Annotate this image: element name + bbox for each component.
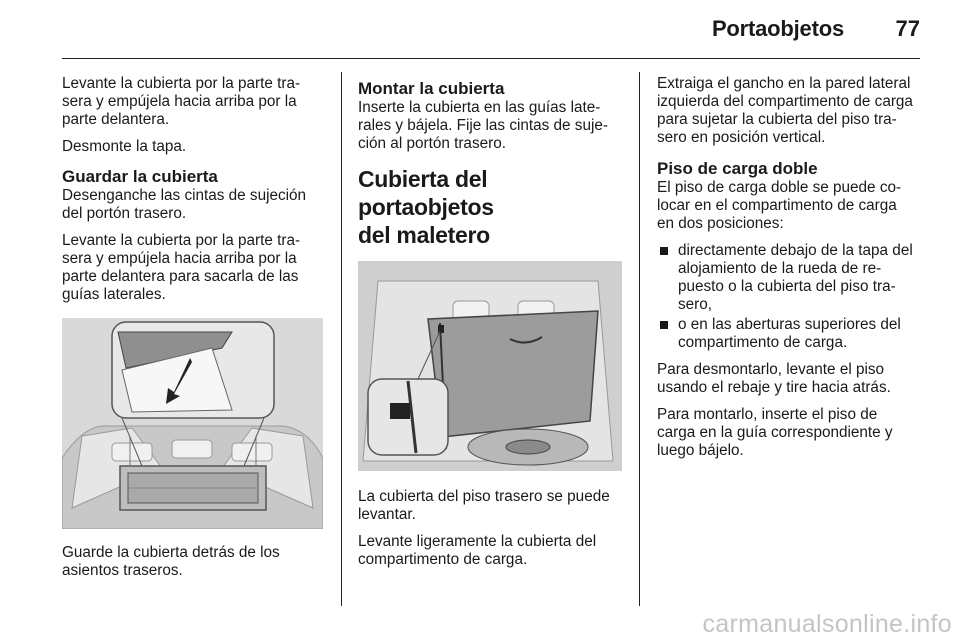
bullet-square-icon bbox=[660, 247, 668, 255]
cargo-cover-stow-illustration bbox=[62, 318, 323, 529]
page-number: 77 bbox=[895, 16, 920, 41]
bullet-list bbox=[657, 242, 927, 352]
section-heading: Montar la cubierta bbox=[358, 79, 505, 98]
column-divider-1 bbox=[341, 72, 342, 606]
paragraph: Levante la cubierta por la parte tra- sera y empújela hacia arriba por la parte delantera. bbox=[62, 75, 301, 128]
column-3 bbox=[657, 75, 927, 469]
watermark: carmanualsonline.info bbox=[702, 610, 952, 638]
column-2 bbox=[358, 75, 628, 578]
chapter-heading: Cubierta del portaobjetos del maletero bbox=[358, 166, 494, 248]
paragraph: Desmonte la tapa. bbox=[62, 138, 187, 155]
list-item bbox=[657, 316, 927, 352]
section-heading: Piso de carga doble bbox=[657, 159, 818, 178]
section-heading: Guardar la cubierta bbox=[62, 167, 218, 186]
paragraph: Desenganche las cintas de sujeción del portón trasero. bbox=[62, 187, 307, 222]
bullet-square-icon bbox=[660, 321, 668, 329]
paragraph: Para montarlo, inserte el piso de carga en la guía correspondiente y luego bájelo. bbox=[657, 406, 893, 459]
paragraph: Extraiga el gancho en la pared lateral izquierda del compartimento de carga para sujetar la cubierta del piso tra- sero en posición vertical. bbox=[657, 75, 913, 146]
page-title: Portaobjetos bbox=[711, 16, 844, 41]
paragraph: La cubierta del piso trasero se puede levantar. bbox=[358, 488, 610, 523]
paragraph: Inserte la cubierta en las guías late- rales y bájela. Fije las cintas de suje- ción al portón trasero. bbox=[358, 99, 608, 152]
paragraph: Para desmontarlo, levante el piso usando el rebaje y tire hacia atrás. bbox=[657, 361, 891, 396]
paragraph: El piso de carga doble se puede co- locar en el compartimento de carga en dos posiciones: bbox=[657, 179, 902, 232]
paragraph: Levante ligeramente la cubierta del compartimento de carga. bbox=[358, 533, 597, 568]
floor-cover-raised-illustration bbox=[358, 261, 622, 471]
list-item-text: directamente debajo de la tapa del alojamiento de la rueda de re- puesto o la cubierta del piso tra- sero, bbox=[678, 242, 913, 313]
list-item bbox=[657, 242, 927, 314]
list-item-text: o en las aberturas superiores del compartimento de carga. bbox=[678, 316, 901, 351]
column-divider-2 bbox=[639, 72, 640, 606]
column-1 bbox=[62, 75, 328, 589]
header-rule bbox=[62, 58, 920, 59]
figure-caption: Guarde la cubierta detrás de los asientos traseros. bbox=[62, 544, 280, 579]
paragraph: Levante la cubierta por la parte tra- sera y empújela hacia arriba por la parte delantera para sacarla de las guías laterales. bbox=[62, 232, 301, 303]
